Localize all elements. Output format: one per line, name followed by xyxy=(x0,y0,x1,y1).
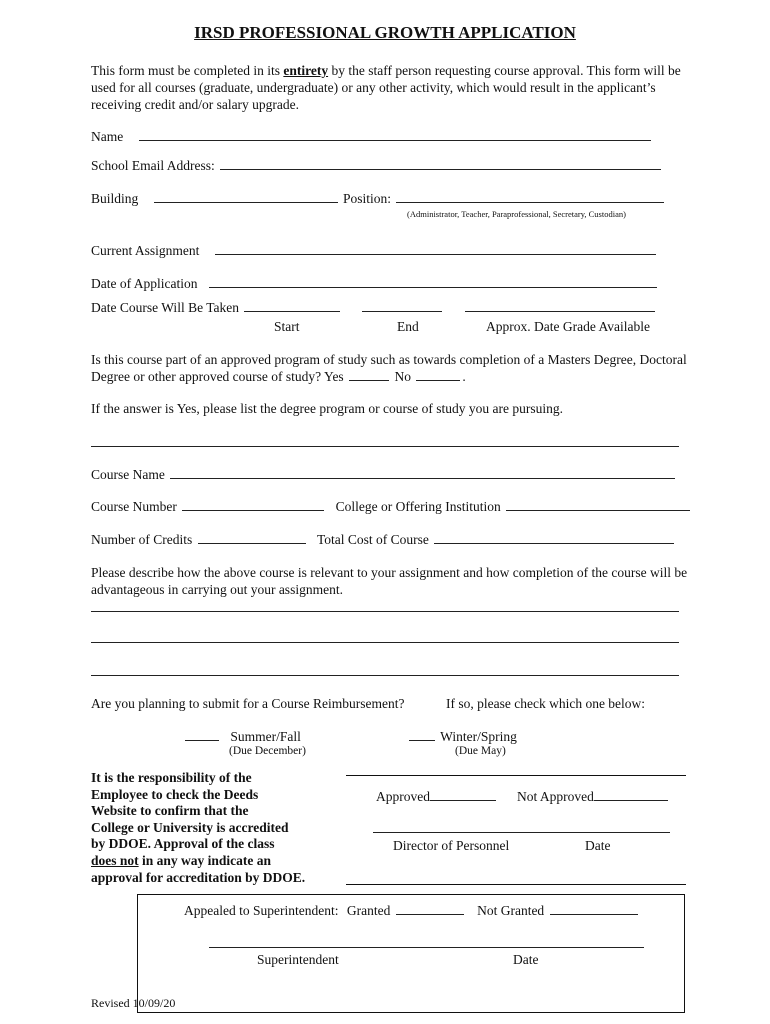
position-field[interactable] xyxy=(396,190,664,203)
course-name-row xyxy=(91,466,677,483)
credits-field[interactable] xyxy=(198,531,306,544)
director-label: Director of Personnel xyxy=(393,838,510,853)
grade-available-label: Approx. Date Grade Available xyxy=(486,319,650,334)
notice-line xyxy=(91,853,305,870)
winter-spring-label: Winter/Spring xyxy=(440,729,517,744)
intro-text-start: This form must be completed in its xyxy=(91,63,280,78)
summer-fall-row xyxy=(183,728,301,745)
notice-line: Employee to check the Deeds xyxy=(91,786,259,802)
approved-label: Approved xyxy=(376,789,430,804)
reimbursement-prompt: If so, please check which one below: xyxy=(446,696,646,711)
name-field[interactable] xyxy=(139,128,651,141)
notice-line-rest: in any way indicate an xyxy=(142,852,272,868)
notice-line: Website to confirm that the xyxy=(91,803,249,819)
end-date-field[interactable] xyxy=(362,299,442,312)
approved-field[interactable] xyxy=(430,788,496,801)
degree-program-line[interactable] xyxy=(91,446,679,447)
granted-field[interactable] xyxy=(396,902,464,915)
grade-date-field[interactable] xyxy=(465,299,655,312)
not-approved-row xyxy=(517,788,670,805)
granted-label: Granted xyxy=(346,903,391,918)
program-question: Is this course part of an approved program of study such as towards completion of a Masters Degree, Doctoral Degree or other approved course of study? Yes No . xyxy=(91,352,687,384)
building-field[interactable] xyxy=(154,190,338,203)
not-approved-label: Not Approved xyxy=(517,789,594,804)
program-question-text: Is this course part of an approved program of study such as towards completion of a Masters Degree, Doctoral Degree or other approved course of study? xyxy=(91,352,687,384)
start-label: Start xyxy=(274,319,300,334)
appeal-label: Appealed to Superintendent: xyxy=(184,903,339,918)
summer-fall-label: Summer/Fall xyxy=(230,729,301,744)
director-signature-line[interactable] xyxy=(373,832,670,833)
course-dates-row xyxy=(91,299,657,316)
winter-spring-check[interactable] xyxy=(409,728,435,741)
describe-line-3[interactable] xyxy=(91,675,679,676)
building-position-row xyxy=(91,190,666,207)
approval-top-rule xyxy=(346,775,686,776)
credits-label: Number of Credits xyxy=(91,532,193,547)
summer-fall-check[interactable] xyxy=(185,728,219,741)
no-label: No xyxy=(394,369,411,384)
describe-prompt: Please describe how the above course is relevant to your assignment and how completion of the course will be advantageous in carrying out your assignment. xyxy=(91,565,688,597)
end-label: End xyxy=(397,319,419,334)
email-label: School Email Address: xyxy=(91,158,215,173)
cost-field[interactable] xyxy=(434,531,674,544)
cost-label: Total Cost of Course xyxy=(316,532,429,547)
email-row xyxy=(91,157,663,174)
date-of-application-field[interactable] xyxy=(209,275,657,288)
approval-date-label: Date xyxy=(585,838,611,853)
revision-footer: Revised 10/09/20 xyxy=(91,996,176,1010)
notice-line: It is the responsibility of the xyxy=(91,770,252,785)
superintendent-label: Superintendent xyxy=(257,952,339,967)
current-assignment-label: Current Assignment xyxy=(91,243,200,258)
program-if-yes: If the answer is Yes, please list the degree program or course of study you are pursuing. xyxy=(91,401,564,416)
not-granted-field[interactable] xyxy=(550,902,638,915)
date-of-application-label: Date of Application xyxy=(91,276,198,291)
approval-bottom-rule xyxy=(346,884,686,885)
notice-emphasis: does not xyxy=(91,852,139,868)
describe-line-1[interactable] xyxy=(91,611,679,612)
start-date-field[interactable] xyxy=(244,299,340,312)
notice-line: College or University is accredited xyxy=(91,819,289,835)
superintendent-signature-line[interactable] xyxy=(209,947,644,948)
appeal-date-label: Date xyxy=(513,952,539,967)
describe-line-2[interactable] xyxy=(91,642,679,643)
position-hint: (Administrator, Teacher, Paraprofessional, Secretary, Custodian) xyxy=(407,209,626,219)
intro-text-end: by the staff person requesting course approval. This form will be used for all courses (graduate, undergraduate) or any other activity, which would result in the applicant’s receiving credit and/or salary upgrade. xyxy=(91,63,681,112)
college-field[interactable] xyxy=(506,498,690,511)
college-label: College or Offering Institution xyxy=(335,499,501,514)
current-assignment-field[interactable] xyxy=(215,242,656,255)
no-field[interactable] xyxy=(416,368,460,381)
winter-due: (Due May) xyxy=(455,745,506,757)
course-number-label: Course Number xyxy=(91,499,177,514)
yes-label: Yes xyxy=(324,369,344,384)
intro-emphasis: entirety xyxy=(283,63,329,78)
accreditation-notice xyxy=(91,770,305,886)
course-number-field[interactable] xyxy=(182,498,324,511)
notice-line: approval for accreditation by DDOE. xyxy=(91,869,306,885)
winter-spring-row xyxy=(407,728,517,745)
name-row xyxy=(91,128,653,145)
application-date-row xyxy=(91,275,659,292)
summer-due: (Due December) xyxy=(229,745,306,757)
credits-row xyxy=(91,531,676,548)
approved-row xyxy=(376,788,498,805)
form-title: IRSD PROFESSIONAL GROWTH APPLICATION xyxy=(194,23,576,42)
yes-field[interactable] xyxy=(349,368,389,381)
assignment-row xyxy=(91,242,658,259)
not-approved-field[interactable] xyxy=(594,788,668,801)
position-label: Position: xyxy=(343,191,392,206)
intro-paragraph xyxy=(91,62,691,113)
email-field[interactable] xyxy=(220,157,661,170)
reimbursement-question: Are you planning to submit for a Course Reimbursement? xyxy=(91,696,405,711)
date-course-label: Date Course Will Be Taken xyxy=(91,300,239,315)
appeal-row xyxy=(184,902,640,919)
building-label: Building xyxy=(91,191,139,206)
course-name-label: Course Name xyxy=(91,467,165,482)
notice-line: by DDOE. Approval of the class xyxy=(91,836,275,852)
not-granted-label: Not Granted xyxy=(477,903,545,918)
course-number-row xyxy=(91,498,692,515)
course-name-field[interactable] xyxy=(170,466,675,479)
name-label: Name xyxy=(91,129,124,144)
